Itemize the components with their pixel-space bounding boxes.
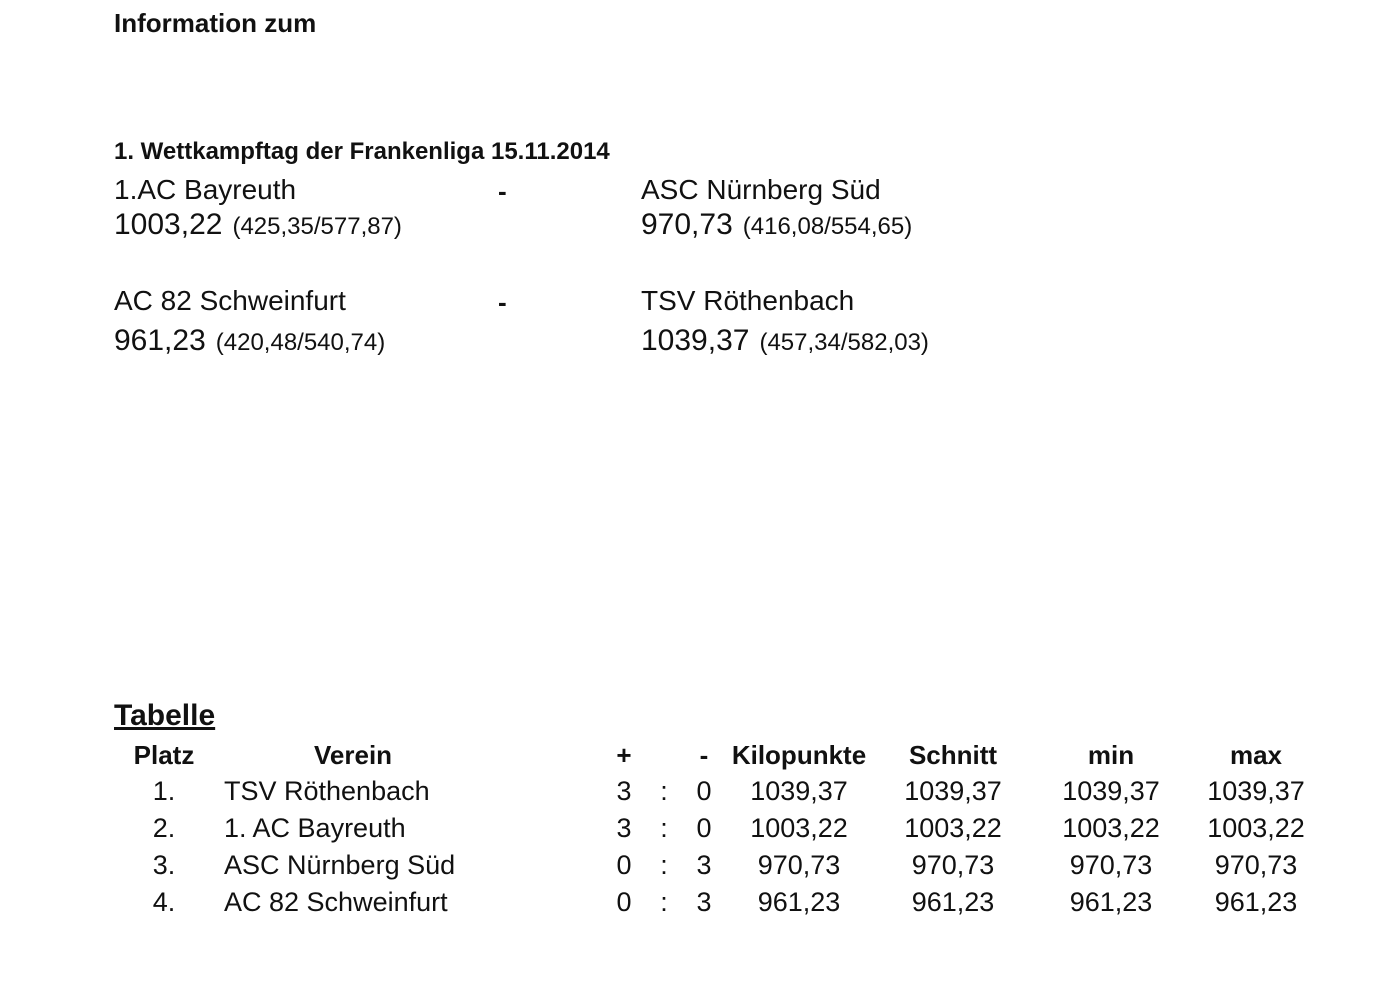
header-colon-spacer [648, 737, 680, 773]
table-header-row [114, 737, 1326, 773]
cell-schnitt: 970,73 [911, 850, 995, 880]
cell-plus: 0 [616, 887, 632, 917]
match-1-away-detail: (416,08/554,65) [742, 213, 913, 240]
cell-plus: 0 [616, 850, 632, 880]
header-max: max [1229, 739, 1283, 770]
header-verein: Verein [314, 739, 393, 770]
cell-max: 970,73 [1214, 850, 1298, 880]
match-2-away-result [641, 324, 929, 358]
match-2-home-detail: (420,48/540,74) [215, 329, 386, 356]
match-2-separator: - [498, 287, 507, 317]
cell-platz: 4. [152, 887, 176, 917]
cell-min: 1003,22 [1062, 813, 1160, 843]
cell-min: 970,73 [1069, 850, 1153, 880]
cell-plus: 3 [616, 776, 632, 806]
cell-schnitt: 1039,37 [904, 776, 1002, 806]
table-row [114, 773, 1326, 810]
match-2-away-team: TSV Röthenbach [641, 285, 855, 316]
cell-schnitt: 1003,22 [904, 813, 1002, 843]
table-row [114, 884, 1326, 921]
match-1-home-team: 1.AC Bayreuth [114, 174, 297, 205]
cell-min: 1039,37 [1062, 776, 1160, 806]
matchday-heading: 1. Wettkampftag der Frankenliga 15.11.2014 [114, 138, 610, 165]
cell-kilopunkte: 1039,37 [750, 776, 848, 806]
document-title: Information zum [114, 8, 317, 38]
match-1-home-score: 1003,22 [114, 208, 223, 241]
cell-colon: : [660, 887, 668, 917]
standings-table [114, 737, 1326, 921]
cell-plus: 3 [616, 813, 632, 843]
cell-verein: AC 82 Schweinfurt [224, 887, 448, 917]
table-row [114, 810, 1326, 847]
match-2-home-score: 961,23 [114, 324, 206, 357]
match-2-home-result [114, 324, 385, 358]
cell-minus: 3 [696, 850, 712, 880]
cell-kilopunkte: 961,23 [757, 887, 841, 917]
cell-verein: ASC Nürnberg Süd [224, 850, 456, 880]
header-min: min [1087, 739, 1135, 770]
match-1-away-score: 970,73 [641, 208, 733, 241]
match-1-separator: - [498, 176, 507, 206]
header-kilopunkte: Kilopunkte [731, 739, 867, 770]
cell-minus: 0 [696, 776, 712, 806]
cell-platz: 1. [152, 776, 176, 806]
cell-verein: 1. AC Bayreuth [224, 813, 406, 843]
match-1-away-result [641, 208, 912, 242]
header-schnitt: Schnitt [908, 739, 998, 770]
cell-colon: : [660, 776, 668, 806]
cell-max: 1003,22 [1207, 813, 1305, 843]
match-2-home-team: AC 82 Schweinfurt [114, 285, 346, 316]
cell-schnitt: 961,23 [911, 887, 995, 917]
match-1-away-team: ASC Nürnberg Süd [641, 174, 881, 205]
header-plus: + [616, 739, 632, 770]
match-1-home-detail: (425,35/577,87) [232, 213, 402, 240]
cell-min: 961,23 [1069, 887, 1153, 917]
match-2-away-detail: (457,34/582,03) [759, 329, 929, 356]
cell-kilopunkte: 1003,22 [750, 813, 848, 843]
cell-kilopunkte: 970,73 [757, 850, 841, 880]
cell-minus: 3 [696, 887, 712, 917]
match-1-home-result [114, 208, 402, 242]
cell-max: 961,23 [1214, 887, 1298, 917]
table-heading: Tabelle [114, 699, 216, 732]
cell-minus: 0 [696, 813, 712, 843]
header-platz: Platz [133, 739, 195, 770]
cell-colon: : [660, 850, 668, 880]
cell-platz: 2. [152, 813, 176, 843]
cell-platz: 3. [152, 850, 176, 880]
cell-verein: TSV Röthenbach [224, 776, 430, 806]
table-row [114, 847, 1326, 884]
header-minus: - [699, 739, 709, 770]
match-2-away-score: 1039,37 [641, 324, 750, 357]
cell-max: 1039,37 [1207, 776, 1305, 806]
cell-colon: : [660, 813, 668, 843]
